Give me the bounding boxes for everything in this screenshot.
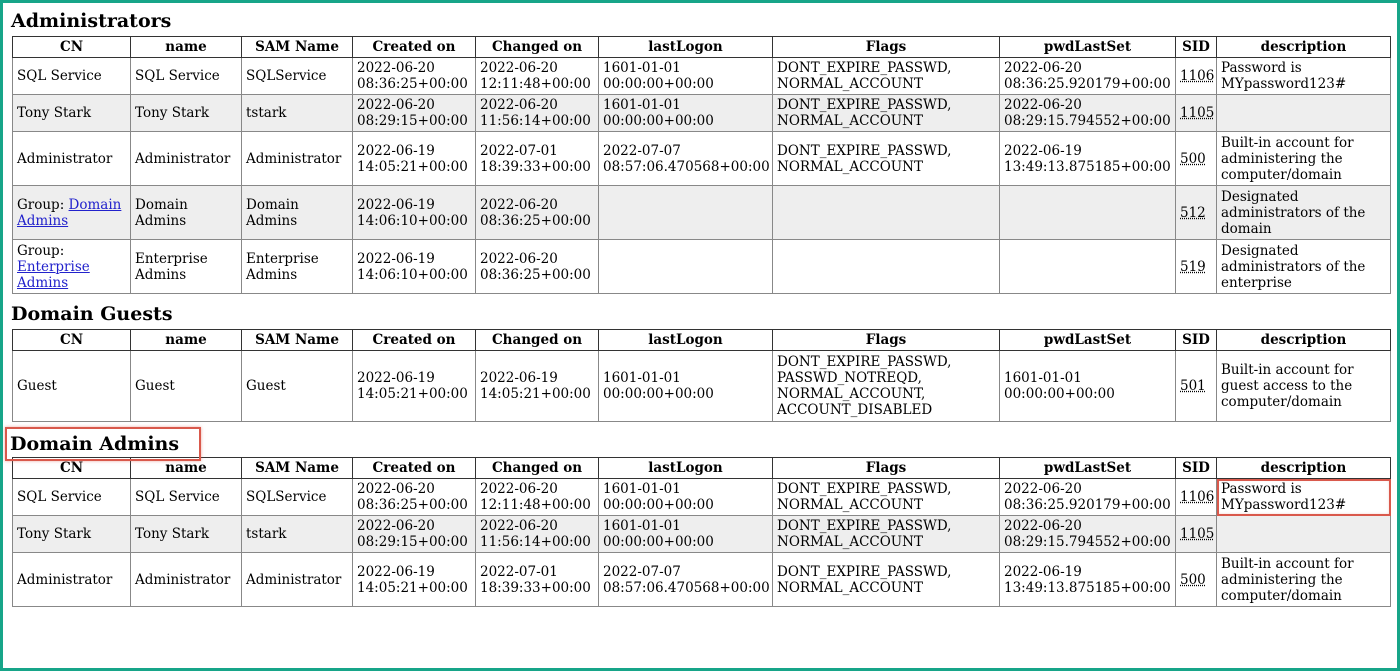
column-header-changed-on: Changed on: [476, 37, 599, 58]
column-header-sid: SID: [1176, 330, 1217, 351]
cell-changed-on: 2022-07-01 18:39:33+00:00: [476, 553, 599, 607]
cell-sid: 500: [1176, 553, 1217, 607]
cell-sam-name: tstark: [242, 95, 353, 132]
column-header-changed-on: Changed on: [476, 458, 599, 479]
cell-pwdlastset: 1601-01-01 00:00:00+00:00: [1000, 351, 1176, 422]
cell-name: Guest: [131, 351, 242, 422]
column-header-sam-name: SAM Name: [242, 458, 353, 479]
cell-cn: [13, 240, 131, 294]
column-header-created-on: Created on: [353, 37, 476, 58]
cell-sid: 501: [1176, 351, 1217, 422]
cell-description: [1217, 516, 1391, 553]
column-header-lastlogon: lastLogon: [599, 458, 773, 479]
column-header-flags: Flags: [773, 458, 1000, 479]
table-row: [13, 132, 1391, 186]
highlight-box-title: Domain Admins: [5, 427, 201, 461]
group-prefix: Group:: [17, 196, 69, 213]
cell-pwdlastset: 2022-06-20 08:29:15.794552+00:00: [1000, 95, 1176, 132]
column-header-lastlogon: lastLogon: [599, 37, 773, 58]
cell-name: Enterprise Admins: [131, 240, 242, 294]
cell-sid: 1106: [1176, 479, 1217, 516]
cell-flags: [773, 240, 1000, 294]
cell-flags: DONT_EXPIRE_PASSWD, NORMAL_ACCOUNT: [773, 95, 1000, 132]
cell-sam-name: Administrator: [242, 553, 353, 607]
cell-changed-on: 2022-06-20 08:36:25+00:00: [476, 186, 599, 240]
column-header-name: name: [131, 458, 242, 479]
cell-sam-name: Guest: [242, 351, 353, 422]
cell-lastlogon: 2022-07-07 08:57:06.470568+00:00: [599, 553, 773, 607]
cell-lastlogon: 1601-01-01 00:00:00+00:00: [599, 479, 773, 516]
column-header-cn: CN: [13, 330, 131, 351]
cell-pwdlastset: [1000, 186, 1176, 240]
cell-created-on: 2022-06-20 08:29:15+00:00: [353, 516, 476, 553]
group-prefix: Group:: [17, 242, 65, 259]
cell-name: Administrator: [131, 553, 242, 607]
table-row: [13, 553, 1391, 607]
cell-description: [1217, 95, 1391, 132]
cell-flags: [773, 186, 1000, 240]
cell-name: Tony Stark: [131, 516, 242, 553]
cell-description: Built-in account for administering the computer/domain: [1217, 553, 1391, 607]
table-header-row: [13, 458, 1391, 479]
table-header-row: [13, 37, 1391, 58]
column-header-description: description: [1217, 330, 1391, 351]
report-content: [11, 3, 1391, 607]
section-title-domain-guests: Domain Guests: [11, 303, 173, 325]
cell-sid: 512: [1176, 186, 1217, 240]
domain-admins-table: [12, 457, 1391, 607]
cell-flags: DONT_EXPIRE_PASSWD, NORMAL_ACCOUNT: [773, 516, 1000, 553]
table-row: [13, 186, 1391, 240]
cell-sam-name: SQLService: [242, 479, 353, 516]
column-header-flags: Flags: [773, 330, 1000, 351]
cell-pwdlastset: 2022-06-20 08:29:15.794552+00:00: [1000, 516, 1176, 553]
administrators-table: [12, 36, 1391, 294]
cell-name: SQL Service: [131, 479, 242, 516]
column-header-pwdlastset: pwdLastSet: [1000, 37, 1176, 58]
cell-created-on: 2022-06-19 14:06:10+00:00: [353, 186, 476, 240]
column-header-pwdlastset: pwdLastSet: [1000, 458, 1176, 479]
cell-changed-on: 2022-06-20 12:11:48+00:00: [476, 479, 599, 516]
cell-cn: Administrator: [13, 553, 131, 607]
column-header-pwdlastset: pwdLastSet: [1000, 330, 1176, 351]
cell-description-highlighted: Password is MYpassword123#: [1217, 479, 1391, 516]
cell-created-on: 2022-06-19 14:06:10+00:00: [353, 240, 476, 294]
table-row: [13, 95, 1391, 132]
column-header-description: description: [1217, 37, 1391, 58]
column-header-changed-on: Changed on: [476, 330, 599, 351]
cell-changed-on: 2022-06-20 12:11:48+00:00: [476, 58, 599, 95]
cell-description: Built-in account for administering the computer/domain: [1217, 132, 1391, 186]
cell-created-on: 2022-06-20 08:36:25+00:00: [353, 479, 476, 516]
cell-description: Designated administrators of the domain: [1217, 186, 1391, 240]
cell-flags: DONT_EXPIRE_PASSWD, PASSWD_NOTREQD, NORMAL_ACCOUNT, ACCOUNT_DISABLED: [773, 351, 1000, 422]
cell-cn: [13, 186, 131, 240]
column-header-sid: SID: [1176, 458, 1217, 479]
cell-changed-on: 2022-06-20 08:36:25+00:00: [476, 240, 599, 294]
cell-name: SQL Service: [131, 58, 242, 95]
cell-cn: Guest: [13, 351, 131, 422]
cell-sid: 1106: [1176, 58, 1217, 95]
cell-pwdlastset: 2022-06-19 13:49:13.875185+00:00: [1000, 553, 1176, 607]
cell-pwdlastset: 2022-06-20 08:36:25.920179+00:00: [1000, 479, 1176, 516]
column-header-flags: Flags: [773, 37, 1000, 58]
cell-lastlogon: 1601-01-01 00:00:00+00:00: [599, 58, 773, 95]
cell-description: Designated administrators of the enterprise: [1217, 240, 1391, 294]
cell-flags: DONT_EXPIRE_PASSWD, NORMAL_ACCOUNT: [773, 58, 1000, 95]
cell-sam-name: Domain Admins: [242, 186, 353, 240]
column-header-cn: CN: [13, 37, 131, 58]
column-header-sam-name: SAM Name: [242, 330, 353, 351]
table-row: [13, 58, 1391, 95]
cell-name: Tony Stark: [131, 95, 242, 132]
cell-created-on: 2022-06-20 08:29:15+00:00: [353, 95, 476, 132]
cell-sam-name: Enterprise Admins: [242, 240, 353, 294]
cell-created-on: 2022-06-20 08:36:25+00:00: [353, 58, 476, 95]
cell-lastlogon: [599, 240, 773, 294]
column-header-created-on: Created on: [353, 458, 476, 479]
table-header-row: [13, 330, 1391, 351]
cell-sam-name: tstark: [242, 516, 353, 553]
cell-cn: SQL Service: [13, 58, 131, 95]
cell-flags: DONT_EXPIRE_PASSWD, NORMAL_ACCOUNT: [773, 479, 1000, 516]
cell-cn: SQL Service: [13, 479, 131, 516]
cell-sid: 1105: [1176, 95, 1217, 132]
cell-sid: 500: [1176, 132, 1217, 186]
cell-description: Built-in account for guest access to the computer/domain: [1217, 351, 1391, 422]
cell-created-on: 2022-06-19 14:05:21+00:00: [353, 553, 476, 607]
cell-sid: 519: [1176, 240, 1217, 294]
cell-flags: DONT_EXPIRE_PASSWD, NORMAL_ACCOUNT: [773, 553, 1000, 607]
domain-guests-table: [12, 329, 1391, 422]
column-header-lastlogon: lastLogon: [599, 330, 773, 351]
column-header-name: name: [131, 330, 242, 351]
cell-created-on: 2022-06-19 14:05:21+00:00: [353, 132, 476, 186]
cell-changed-on: 2022-06-20 11:56:14+00:00: [476, 516, 599, 553]
table-row: [13, 351, 1391, 422]
column-header-created-on: Created on: [353, 330, 476, 351]
cell-flags: DONT_EXPIRE_PASSWD, NORMAL_ACCOUNT: [773, 132, 1000, 186]
column-header-sid: SID: [1176, 37, 1217, 58]
cell-pwdlastset: 2022-06-19 13:49:13.875185+00:00: [1000, 132, 1176, 186]
group-link-enterprise-admins[interactable]: Enterprise Admins: [17, 258, 90, 291]
cell-pwdlastset: 2022-06-20 08:36:25.920179+00:00: [1000, 58, 1176, 95]
cell-cn: Tony Stark: [13, 516, 131, 553]
table-row: [13, 240, 1391, 294]
group-link-domain-admins[interactable]: Domain Admins: [17, 196, 122, 229]
section-title-domain-admins: [11, 427, 1391, 457]
table-row: [13, 479, 1391, 516]
column-header-cn: CN: [13, 458, 131, 479]
section-title-administrators: Administrators: [11, 10, 172, 32]
cell-pwdlastset: [1000, 240, 1176, 294]
cell-sam-name: SQLService: [242, 58, 353, 95]
cell-created-on: 2022-06-19 14:05:21+00:00: [353, 351, 476, 422]
cell-name: Administrator: [131, 132, 242, 186]
cell-cn: Tony Stark: [13, 95, 131, 132]
cell-lastlogon: [599, 186, 773, 240]
table-row: [13, 516, 1391, 553]
column-header-name: name: [131, 37, 242, 58]
cell-lastlogon: 2022-07-07 08:57:06.470568+00:00: [599, 132, 773, 186]
cell-sid: 1105: [1176, 516, 1217, 553]
column-header-description: description: [1217, 458, 1391, 479]
cell-lastlogon: 1601-01-01 00:00:00+00:00: [599, 351, 773, 422]
cell-description: Password is MYpassword123#: [1217, 58, 1391, 95]
cell-lastlogon: 1601-01-01 00:00:00+00:00: [599, 516, 773, 553]
column-header-sam-name: SAM Name: [242, 37, 353, 58]
cell-changed-on: 2022-07-01 18:39:33+00:00: [476, 132, 599, 186]
cell-changed-on: 2022-06-20 11:56:14+00:00: [476, 95, 599, 132]
cell-cn: Administrator: [13, 132, 131, 186]
cell-lastlogon: 1601-01-01 00:00:00+00:00: [599, 95, 773, 132]
cell-sam-name: Administrator: [242, 132, 353, 186]
cell-name: Domain Admins: [131, 186, 242, 240]
cell-changed-on: 2022-06-19 14:05:21+00:00: [476, 351, 599, 422]
